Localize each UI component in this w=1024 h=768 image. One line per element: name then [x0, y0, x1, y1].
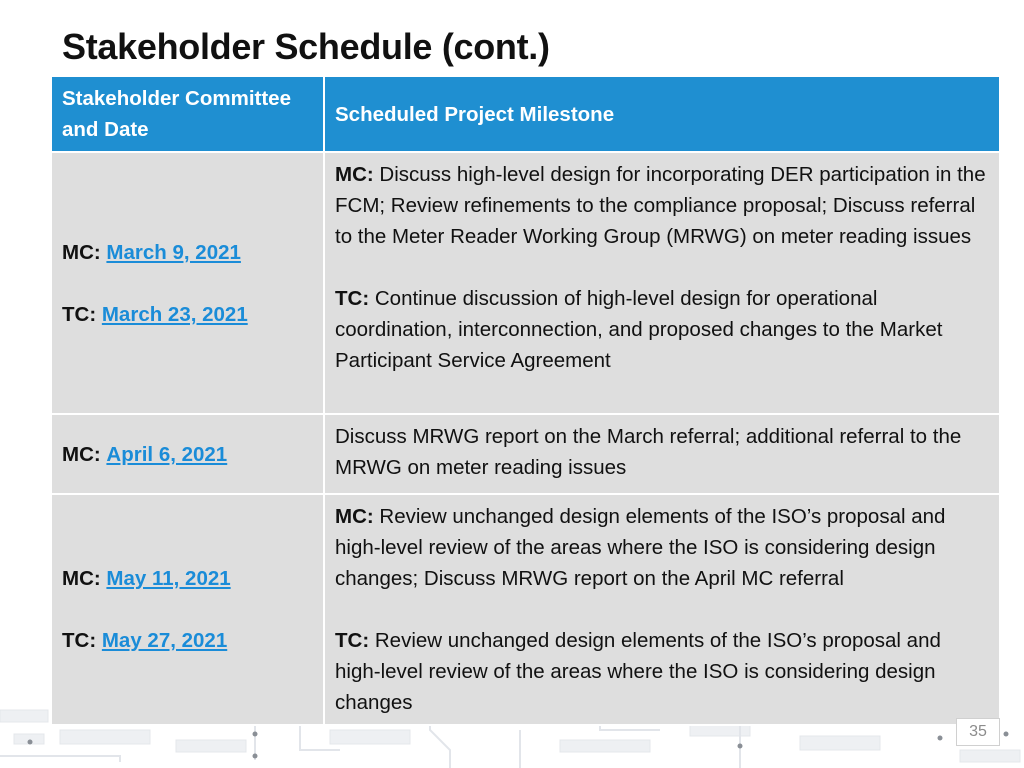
slide-page-number: 35 — [956, 718, 1000, 746]
committee-code: MC: — [335, 163, 374, 186]
table-row — [52, 152, 999, 414]
header-committee-date: Stakeholder Committee and Date — [52, 77, 324, 152]
stakeholder-schedule-table — [52, 77, 999, 726]
milestone-entry — [335, 501, 989, 594]
milestone-text: Review unchanged design elements of the ISO’s proposal and high-level review of the areas where the ISO is considering design changes — [335, 629, 941, 714]
committee-date-cell — [52, 152, 324, 414]
committee-code: TC: — [335, 629, 370, 652]
committee-date-cell — [52, 494, 324, 725]
date-link-march-9[interactable]: March 9, 2021 — [106, 240, 241, 264]
table-row — [52, 494, 999, 725]
date-entry — [62, 237, 313, 268]
date-entry — [62, 299, 313, 330]
committee-code: TC: — [335, 287, 370, 310]
date-link-may-27[interactable]: May 27, 2021 — [101, 629, 228, 652]
table-header-row — [52, 77, 999, 152]
milestone-text: Continue discussion of high-level design for operational coordination, interconnection, and proposed changes to the Market Participant Service Agreement — [335, 287, 943, 372]
slide-title: Stakeholder Schedule (cont.) — [62, 26, 550, 67]
date-link-may-11[interactable]: May 11, 2021 — [106, 567, 231, 590]
committee-code: MC: — [335, 505, 374, 528]
committee-code: TC: — [62, 302, 97, 326]
milestone-text: Review unchanged design elements of the ISO’s proposal and high-level review of the areas where the ISO is considering design changes; Discuss MRWG report on the April MC referral — [335, 505, 946, 590]
date-entry — [62, 563, 313, 594]
date-entry — [62, 439, 313, 470]
committee-code: MC: — [62, 567, 101, 590]
date-entry — [62, 625, 313, 656]
milestone-text: Discuss high-level design for incorporating DER participation in the FCM; Review refinements to the compliance proposal; Discuss referral to the Meter Reader Working Group (MRWG) on meter reading issues — [335, 163, 986, 248]
committee-date-cell — [52, 414, 324, 494]
header-milestone: Scheduled Project Milestone — [324, 77, 999, 152]
milestone-text: Discuss MRWG report on the March referral; additional referral to the MRWG on meter reading issues — [335, 425, 962, 479]
table-row — [52, 414, 999, 494]
committee-code: TC: — [62, 629, 97, 652]
date-link-april-6[interactable]: April 6, 2021 — [106, 442, 228, 466]
milestone-cell — [324, 494, 999, 725]
milestone-entry — [335, 159, 989, 252]
committee-code: MC: — [62, 442, 101, 466]
milestone-cell — [324, 414, 999, 494]
milestone-cell — [324, 152, 999, 414]
milestone-entry — [335, 625, 989, 718]
committee-code: MC: — [62, 240, 101, 264]
date-link-march-23[interactable]: March 23, 2021 — [101, 302, 248, 326]
milestone-entry — [335, 283, 989, 376]
